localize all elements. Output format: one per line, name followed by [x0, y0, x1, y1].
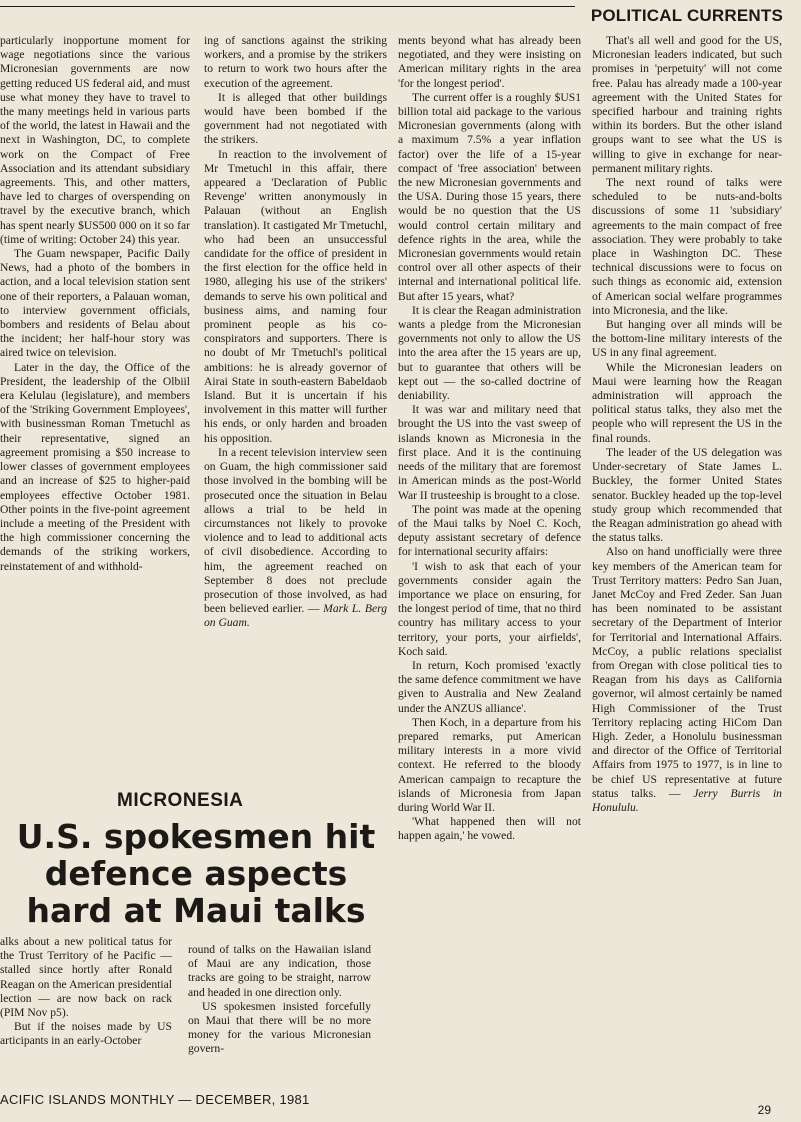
paragraph: The current offer is a roughly $US1 billion total aid package to the various Micronesian governments (along with a maximum 7.5% a year inflation factor) over the life of a 15-year compact of 'free association' between the new Micronesian governments and the USA. During those 15 years, there would be no question that the US would control certain military and defence rights in the area, while the Micronesian governments would retain control over all other aspects of their internal and international political life. But after 15 years, what?	[398, 90, 581, 303]
paragraph: The Guam newspaper, Pacific Daily News, had a photo of the bombers in action, and a local television station sent one of their reporters, a Palauan woman, to interview government officials, bombers and residents of Belau about the incident; her half-hour story was aired twice on television.	[0, 247, 190, 360]
article-kicker: MICRONESIA	[117, 790, 244, 811]
page-number: 29	[757, 1103, 771, 1117]
footer-publication: ACIFIC ISLANDS MONTHLY — DECEMBER, 1981	[0, 1092, 310, 1107]
paragraph: alks about a new political tatus for the Trust Territory of he Pacific — stalled since hortly after Ronald Reagan on the American presidential lection — are now back on rack (PIM Nov p5).	[0, 935, 172, 1020]
paragraph: In return, Koch promised 'exactly the same defence commitment we have given to Australia and New Zealand under the ANZUS alliance'.	[398, 658, 581, 715]
column-2	[204, 34, 387, 769]
paragraph: It is alleged that other buildings would have been bombed if the government had not negotiated with the strikers.	[204, 90, 387, 147]
paragraph: ments beyond what has already been negotiated, and they were insisting on American military rights in the area 'for the longest period'.	[398, 34, 581, 90]
column-4	[592, 34, 782, 1084]
paragraph: But if the noises made by US articipants in an early-October	[0, 1020, 172, 1048]
column-3	[398, 34, 581, 1084]
paragraph: That's all well and good for the US, Micronesian leaders indicated, but such promises in 'perpetuity' will not come free. Palau has already made a 100-year agreement with the United States for specified harbour and training rights within its borders. But the other island groups want to see what the US is willing to give in exchange for near-permanent military rights.	[592, 34, 782, 175]
paragraph: Later in the day, the Office of the President, the leadership of the Olbiil era Kelulau (legislature), and members of the 'Striking Government Employees', with businessman Roman Tmetuchl as their representative, signed an agreement promising a $50 increase to lower classes of government employees and an increase of $25 to higher-paid employees effective October 1981. Other points in the five-point agreement include a meeting of the President with the high commissioner concerning the demands of the striking workers, reinstatement of and withhold-	[0, 360, 190, 573]
paragraph	[204, 446, 387, 631]
paragraph-text: In a recent television interview seen on Guam, the high commissioner said those involved in the bombing will be prosecuted once the situation in Belau allows a trial to be held in circumstances not likely to provoke violence and to lead to additional acts of civil disobedience. According to him, the agreement reached on September 8 does not preclude prosecution of those involved, as had been believed earlier. —	[204, 445, 387, 616]
byline: Mark L. Berg on Guam.	[204, 602, 387, 630]
paragraph: But hanging over all minds will be the bottom-line military interests of the US in any final agreement.	[592, 318, 782, 360]
paragraph: The point was made at the opening of the Maui talks by Noel C. Koch, deputy assistant secretary of defence for international security affairs:	[398, 502, 581, 559]
paragraph: While the Micronesian leaders on Maui were learning how the Reagan administration will approach the political status talks, they also met the people who will represent the US in the final rounds.	[592, 360, 782, 445]
header-rule	[0, 6, 575, 7]
paragraph: The leader of the US delegation was Under-secretary of State James L. Buckley, the former United States senator. Buckley headed up the top-level study group which recommended that the Reagan administration go ahead with the status talks.	[592, 445, 782, 545]
column-6	[188, 943, 371, 1078]
paragraph: In reaction to the involvement of Mr Tmetuchl in this affair, there appeared a 'Declaration of Public Revenge' written anonymously in Palauan (without an English translation). It castigated Mr Tmetuchl, who had been an unsuccessful candidate for the office of president in the first election for the office held in 1980, alleging his use of the strikers' demands to serve his own political and business aims, and naming four prominent people as his co-conspirators and supporters. There is no doubt of Mr Tmetuchl's political ambitions: he is already governor of Airai State in south-eastern Babeldaob Island. But it is uncertain if his involvement in this matter will further his ends, or only harden and broaden his opposition.	[204, 147, 387, 445]
paragraph: US spokesmen insisted forcefully on Maui that there will be no more money for the various Micronesian govern-	[188, 999, 371, 1056]
paragraph: particularly inopportune moment for wage negotiations since the various Micronesian governments are now getting reduced US federal aid, and must use what money they have to travel to the many meetings held in various parts of the world, the latest in Hawaii and the next in Washington, DC, to complete work on the Compact of Free Association and its attendant subsidiary agreements. This, and other matters, have led to charges of overspending on travel by the executive branch, which has spent nearly $US500 000 on it so far (time of writing: October 24) this year.	[0, 34, 190, 246]
byline: Jerry Burris in Honululu.	[592, 786, 782, 814]
article-headline: U.S. spokesmen hit defence aspects hard at Maui talks	[16, 817, 376, 930]
paragraph: The next round of talks were scheduled to be nuts-and-bolts discussions of some 11 'subsidiary' agreements to the main compact of free association. They were probably to take place in Washington DC. These technical discussions were to focus on such things as economic aid, extension of American social welfare programmes into Micronesia, and the like.	[592, 176, 782, 317]
paragraph: It is clear the Reagan administration wants a pledge from the Micronesian governments not only to allow the US into the area after the 15 years are up, but to guarantee that others will be kept out — the so-called doctrine of deniability.	[398, 303, 581, 403]
paragraph: ing of sanctions against the striking workers, and a promise by the strikers to return to work two hours after the execution of the agreement.	[204, 34, 387, 90]
column-1	[0, 34, 190, 769]
paragraph: 'I wish to ask that each of your governments consider again the importance we place on ensuring, for the longest period of time, that no third country has military access to your territory, your ports, your airfields', Koch said.	[398, 559, 581, 658]
paragraph	[592, 545, 782, 815]
paragraph-text: Also on hand unofficially were three key members of the American team for Trust Territory matters: Pedro San Juan, Janet McCoy and Fred Zeder. San Juan has been nominated to be assistant secretary of the Department of Interior for Territorial and International Affairs. McCoy, a public relations specialist from Oregan with close political ties to Reagan from his days as California governor, wil almost certainly be named High Commissioner of the Trust Territory replacing acting HiCom Dan High. Zeder, a Honolulu businessman and director of the Office of Territorial Affairs from 1975 to 1977, is in line to be chief US representative at future status talks. —	[592, 545, 782, 800]
section-title: POLITICAL CURRENTS	[590, 6, 783, 25]
column-5	[0, 935, 172, 1075]
paragraph: 'What happened then will not happen again,' he vowed.	[398, 815, 581, 843]
paragraph: Then Koch, in a departure from his prepared remarks, put American military interests in a more vivid context. He referred to the bloody American campaign to recapture the islands of Micronesia from Japan during World War II.	[398, 715, 581, 814]
paragraph: round of talks on the Hawaiian island of Maui are any indication, those tracks are going to be straight, narrow and headed in one direction only.	[188, 943, 371, 999]
paragraph: It was war and military need that brought the US into the vast sweep of islands known as Micronesia in the first place. And it is the continuing needs of the military that are foremost in American minds as the post-World War II trusteeship is brought to a close.	[398, 403, 581, 502]
